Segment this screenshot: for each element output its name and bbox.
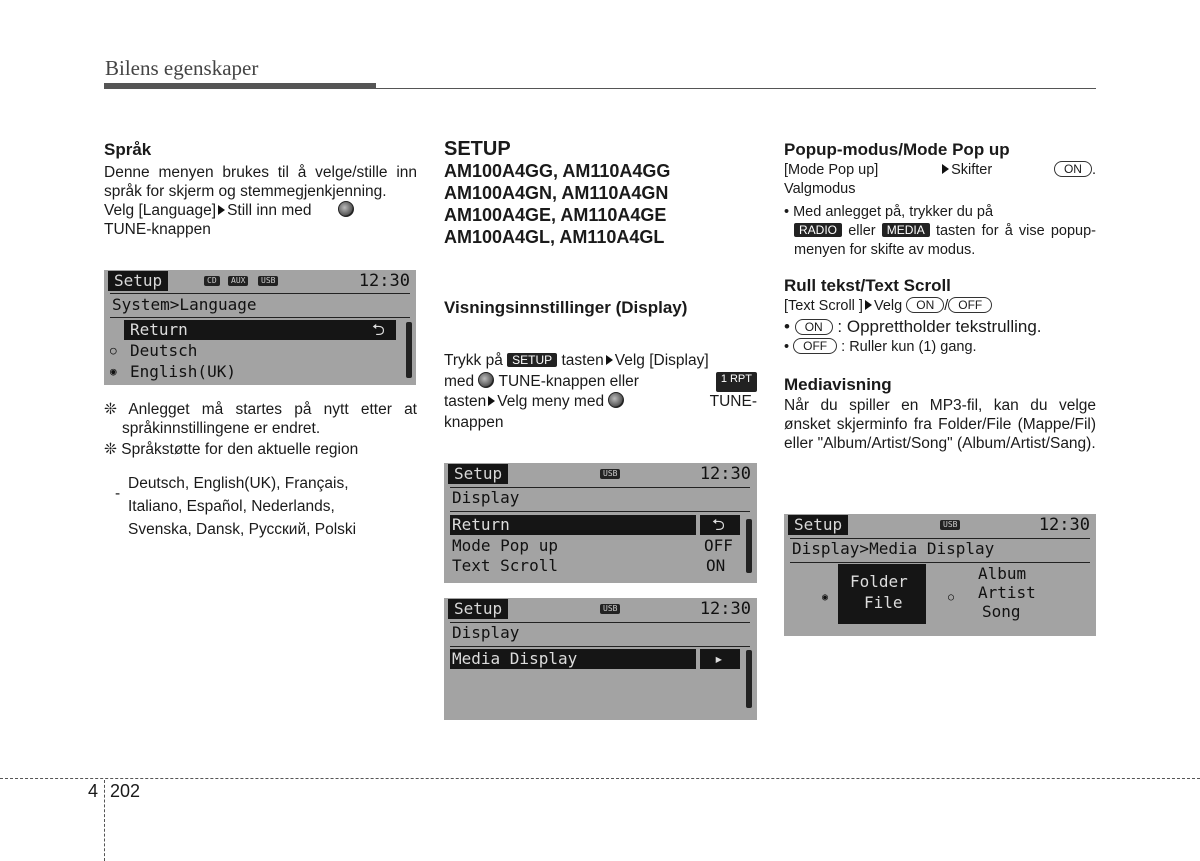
language-list-line: Italiano, Español, Nederlands, bbox=[128, 498, 335, 515]
arrow-right-icon bbox=[606, 355, 613, 365]
tune-knob-icon bbox=[608, 392, 624, 408]
divider bbox=[450, 646, 750, 647]
option-label: File bbox=[864, 593, 903, 612]
text-scroll-heading: Rull tekst/Text Scroll bbox=[784, 276, 951, 295]
instr-text: [Mode Pop up] bbox=[784, 162, 879, 178]
mode-popup-value: OFF bbox=[704, 536, 733, 555]
usb-badge: USB bbox=[258, 276, 278, 286]
arrow-right-icon bbox=[218, 205, 225, 215]
header-rule bbox=[104, 83, 376, 89]
tune-knob-icon bbox=[338, 201, 354, 217]
tune-knob-icon bbox=[478, 372, 494, 388]
instr-text: TUNE- bbox=[709, 393, 757, 410]
screen-clock: 12:30 bbox=[1038, 515, 1090, 535]
radio-selected-icon: ◉ bbox=[822, 592, 829, 603]
return-icon: ⮌ bbox=[712, 515, 725, 534]
display-screen bbox=[444, 463, 757, 583]
screen-path: Display bbox=[452, 623, 520, 642]
right-column bbox=[784, 140, 1096, 453]
page-header-title: Bilens egenskaper bbox=[105, 56, 259, 80]
chapter-number: 4 bbox=[88, 781, 99, 801]
display-instructions bbox=[444, 351, 757, 433]
menu-item-label: Return bbox=[452, 515, 510, 534]
option-label: Folder bbox=[850, 572, 908, 591]
menu-item-english[interactable]: English(UK) bbox=[130, 362, 236, 381]
menu-item-label: Media Display bbox=[452, 649, 578, 668]
setup-key: SETUP bbox=[507, 353, 557, 367]
bullet-text: : Opprettholder tekstrulling. bbox=[837, 317, 1042, 336]
arrow-right-icon bbox=[942, 164, 949, 174]
language-heading: Språk bbox=[104, 140, 152, 159]
off-button-icon: OFF bbox=[793, 338, 837, 354]
language-list-line: Svenska, Dansk, Русский, Polski bbox=[128, 521, 357, 538]
model-line: AM100A4GE, AM110A4GE bbox=[444, 205, 667, 225]
footer-rule bbox=[0, 778, 1200, 779]
media-display-menu-screen bbox=[444, 598, 757, 720]
radio-selected-icon: ◉ bbox=[110, 365, 117, 378]
instr-line bbox=[444, 351, 757, 372]
instr-text: Trykk på bbox=[444, 352, 503, 369]
option-label: Artist bbox=[978, 583, 1036, 602]
middle-column bbox=[444, 138, 757, 248]
chevron-right-icon: ▸ bbox=[714, 649, 724, 668]
menu-item-mode-popup[interactable]: Mode Pop up bbox=[452, 536, 558, 555]
instr-text: tasten bbox=[444, 393, 487, 410]
instr-text: Velg [Display] bbox=[614, 352, 709, 369]
on-button-icon: ON bbox=[1054, 161, 1092, 177]
bullet-text: tasten for å vise popup-menyen for skifte av modus. bbox=[794, 223, 1097, 258]
menu-item-text-scroll[interactable]: Text Scroll bbox=[452, 556, 558, 575]
scrollbar[interactable] bbox=[746, 650, 752, 708]
instr-text: tasten bbox=[561, 352, 604, 369]
popup-bullet bbox=[784, 203, 1096, 260]
instr-text: Skifter bbox=[951, 162, 993, 178]
aux-badge: AUX bbox=[228, 276, 248, 286]
screen-clock: 12:30 bbox=[699, 464, 751, 484]
media-display-description: Når du spiller en MP3-fil, kan du velge ønsket skjerminfo fra Folder/File (Mappe/Fil) eller "Album/Artist/Song" (Album/Artist/Sang). bbox=[784, 397, 1096, 452]
screen-title: Setup bbox=[448, 599, 508, 619]
screen-clock: 12:30 bbox=[699, 599, 751, 619]
screen-path: Display>Media Display bbox=[792, 539, 995, 558]
language-screen bbox=[104, 270, 416, 385]
screen-path: System>Language bbox=[112, 295, 257, 314]
scrollbar[interactable] bbox=[406, 322, 412, 378]
region-note: ❊ Språkstøtte for den aktuelle region bbox=[104, 441, 359, 458]
media-display-screen bbox=[784, 514, 1096, 636]
bullet-text: • Med anlegget på, trykker du på bbox=[784, 204, 994, 220]
setup-heading: SETUP bbox=[444, 138, 511, 160]
text-scroll-line bbox=[784, 297, 1096, 316]
language-instruction bbox=[104, 201, 417, 239]
header-rule-thin bbox=[376, 88, 1096, 89]
return-icon: ⮌ bbox=[372, 320, 385, 339]
arrow-right-icon bbox=[865, 300, 872, 310]
scroll-on-bullet: • ON : Opprettholder tekstrulling. bbox=[784, 317, 1042, 336]
screen-path: Display bbox=[452, 488, 520, 507]
popup-line: [Mode Pop up] Skifter ON . bbox=[784, 162, 1096, 178]
model-line: AM100A4GN, AM110A4GN bbox=[444, 183, 669, 203]
off-button-icon: OFF bbox=[948, 297, 992, 313]
on-button-icon: ON bbox=[795, 319, 833, 335]
on-button-icon: ON bbox=[906, 297, 944, 313]
language-description: Denne menyen brukes til å velge/stille inn språk for skjerm og stemmegjenkjenning. bbox=[104, 164, 417, 200]
option-label: Song bbox=[982, 602, 1021, 621]
instr-text: knappen bbox=[444, 413, 504, 431]
divider bbox=[450, 511, 750, 512]
screen-title: Setup bbox=[788, 515, 848, 535]
divider bbox=[790, 562, 1090, 563]
usb-badge: USB bbox=[940, 520, 960, 530]
popup-heading: Popup-modus/Mode Pop up bbox=[784, 140, 1010, 159]
radio-key: RADIO bbox=[794, 223, 842, 237]
screen-title: Setup bbox=[108, 271, 168, 291]
instr-text: Velg [Language] bbox=[104, 202, 217, 219]
arrow-right-icon bbox=[488, 396, 495, 406]
model-line: AM100A4GL, AM110A4GL bbox=[444, 227, 665, 247]
media-key: MEDIA bbox=[882, 223, 930, 237]
instr-text: [Text Scroll ] bbox=[784, 298, 863, 314]
instr-text: Velg bbox=[873, 298, 903, 314]
instr-text: med bbox=[444, 372, 475, 390]
instr-text: TUNE-knappen eller bbox=[498, 372, 639, 390]
left-notes bbox=[104, 400, 417, 459]
restart-note: ❊ Anlegget må startes på nytt etter at språkinnstillingene er endret. bbox=[104, 401, 417, 437]
cd-badge: CD bbox=[204, 276, 220, 286]
text-scroll-value: ON bbox=[706, 556, 726, 575]
slash: / bbox=[944, 298, 949, 314]
radio-empty-icon: ○ bbox=[948, 592, 955, 603]
bullet-text: : Ruller kun (1) gang. bbox=[841, 339, 977, 355]
usb-badge: USB bbox=[600, 604, 620, 614]
language-list-line: Deutsch, English(UK), Français, bbox=[128, 475, 349, 492]
display-section bbox=[444, 298, 757, 317]
lang-dash: - bbox=[115, 485, 121, 502]
instr-line bbox=[444, 372, 757, 393]
footer-divider bbox=[104, 780, 105, 861]
bullet-text: eller bbox=[848, 223, 876, 239]
instr-text: Still inn med bbox=[227, 202, 312, 219]
divider bbox=[110, 317, 410, 318]
rpt-key: 1 RPT bbox=[716, 372, 757, 393]
instr-line bbox=[444, 392, 757, 413]
popup-line: Valgmodus bbox=[784, 181, 856, 197]
menu-item-label: Return bbox=[130, 320, 188, 339]
instr-text: Velg meny med bbox=[497, 393, 605, 410]
media-display-heading: Mediavisning bbox=[784, 375, 892, 394]
radio-empty-icon: ○ bbox=[110, 344, 117, 357]
page-number: 202 bbox=[110, 781, 141, 801]
display-heading: Visningsinnstillinger (Display) bbox=[444, 298, 688, 317]
usb-badge: USB bbox=[600, 469, 620, 479]
model-line: AM100A4GG, AM110A4GG bbox=[444, 161, 671, 181]
screen-clock: 12:30 bbox=[358, 271, 410, 291]
instr-text: TUNE-knappen bbox=[104, 221, 211, 238]
scroll-off-bullet: • OFF : Ruller kun (1) gang. bbox=[784, 339, 977, 355]
language-list bbox=[128, 472, 418, 541]
left-column bbox=[104, 140, 417, 239]
menu-item-deutsch[interactable]: Deutsch bbox=[130, 341, 198, 360]
option-album-artist-song[interactable]: Album bbox=[978, 564, 1027, 583]
screen-title: Setup bbox=[448, 464, 508, 484]
scrollbar[interactable] bbox=[746, 519, 752, 573]
